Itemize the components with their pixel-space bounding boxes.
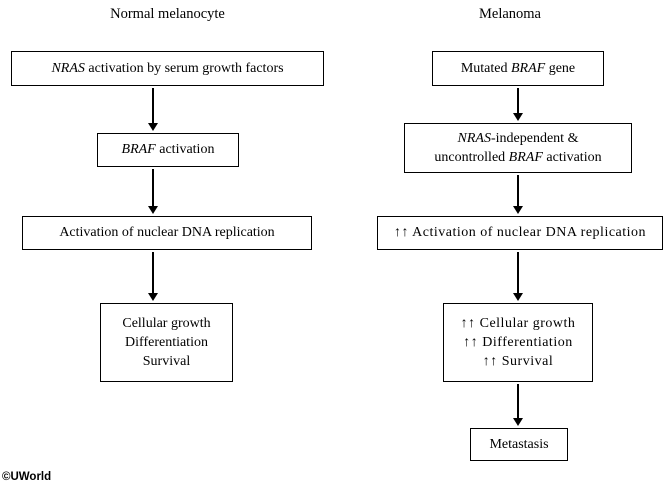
melanoma-step2-line2-pre: uncontrolled bbox=[434, 150, 509, 165]
column-title-melanoma: Melanoma bbox=[478, 6, 541, 22]
arrowhead-icon bbox=[513, 293, 523, 301]
melanoma-step5-box bbox=[470, 428, 568, 461]
normal-arrow-3 bbox=[143, 252, 163, 301]
melanoma-step4-line-3: ↑↑ Survival bbox=[482, 354, 554, 370]
melanoma-step5-text: Metastasis bbox=[489, 436, 549, 452]
normal-arrow-1 bbox=[143, 88, 163, 131]
melanoma-step1-rest: gene bbox=[545, 60, 576, 76]
melanoma-step2-line-2 bbox=[434, 148, 601, 167]
melanoma-step2-line1-rest: -independent & bbox=[490, 130, 579, 146]
melanoma-arrow-2 bbox=[508, 175, 528, 214]
arrowhead-icon bbox=[148, 206, 158, 214]
melanoma-step1-gene: BRAF bbox=[511, 60, 546, 76]
normal-step4-box bbox=[100, 303, 233, 382]
melanoma-step4-line-2: ↑↑ Differentiation bbox=[463, 334, 573, 350]
arrowhead-icon bbox=[148, 123, 158, 131]
normal-step3-text: Activation of nuclear DNA replication bbox=[59, 225, 275, 241]
melanoma-step2-line2-rest: activation bbox=[542, 150, 602, 165]
normal-step4-line-3: Survival bbox=[142, 354, 191, 370]
normal-step2-text bbox=[122, 140, 215, 159]
copyright-credit: ©UWorld bbox=[2, 471, 52, 483]
melanoma-step1-box bbox=[432, 51, 604, 86]
normal-step1-gene: NRAS bbox=[51, 60, 85, 76]
normal-step3-box bbox=[22, 216, 312, 250]
arrowhead-icon bbox=[148, 293, 158, 301]
melanoma-arrow-1 bbox=[508, 88, 528, 121]
melanoma-step1-text bbox=[461, 59, 575, 78]
column-title-normal-melanocyte: Normal melanocyte bbox=[110, 6, 225, 22]
melanoma-step3-text: ↑↑ Activation of nuclear DNA replication bbox=[393, 225, 647, 241]
melanoma-arrow-3 bbox=[508, 252, 528, 301]
arrowhead-icon bbox=[513, 206, 523, 214]
normal-step4-line-1: Cellular growth bbox=[122, 315, 211, 331]
normal-step1-box bbox=[11, 51, 324, 86]
normal-step2-box bbox=[97, 133, 239, 167]
normal-step1-text bbox=[51, 59, 283, 78]
normal-step2-rest: activation bbox=[155, 142, 215, 158]
melanoma-step3-box bbox=[377, 216, 663, 250]
melanoma-arrow-4 bbox=[508, 384, 528, 426]
normal-step2-gene: BRAF bbox=[121, 142, 156, 158]
normal-step4-line-2: Differentiation bbox=[125, 334, 208, 350]
melanoma-step2-box bbox=[404, 123, 632, 173]
melanoma-step4-box bbox=[443, 303, 593, 382]
melanoma-step4-line-1: ↑↑ Cellular growth bbox=[460, 315, 576, 331]
melanoma-step2-gene-nras: NRAS bbox=[457, 130, 491, 146]
normal-arrow-2 bbox=[143, 169, 163, 214]
normal-step1-rest: activation by serum growth factors bbox=[84, 60, 284, 76]
arrowhead-icon bbox=[513, 418, 523, 426]
melanoma-step1-pre: Mutated bbox=[460, 60, 511, 76]
melanoma-step2-line-1 bbox=[458, 129, 579, 148]
melanoma-step2-gene-braf: BRAF bbox=[508, 150, 543, 165]
arrowhead-icon bbox=[513, 113, 523, 121]
